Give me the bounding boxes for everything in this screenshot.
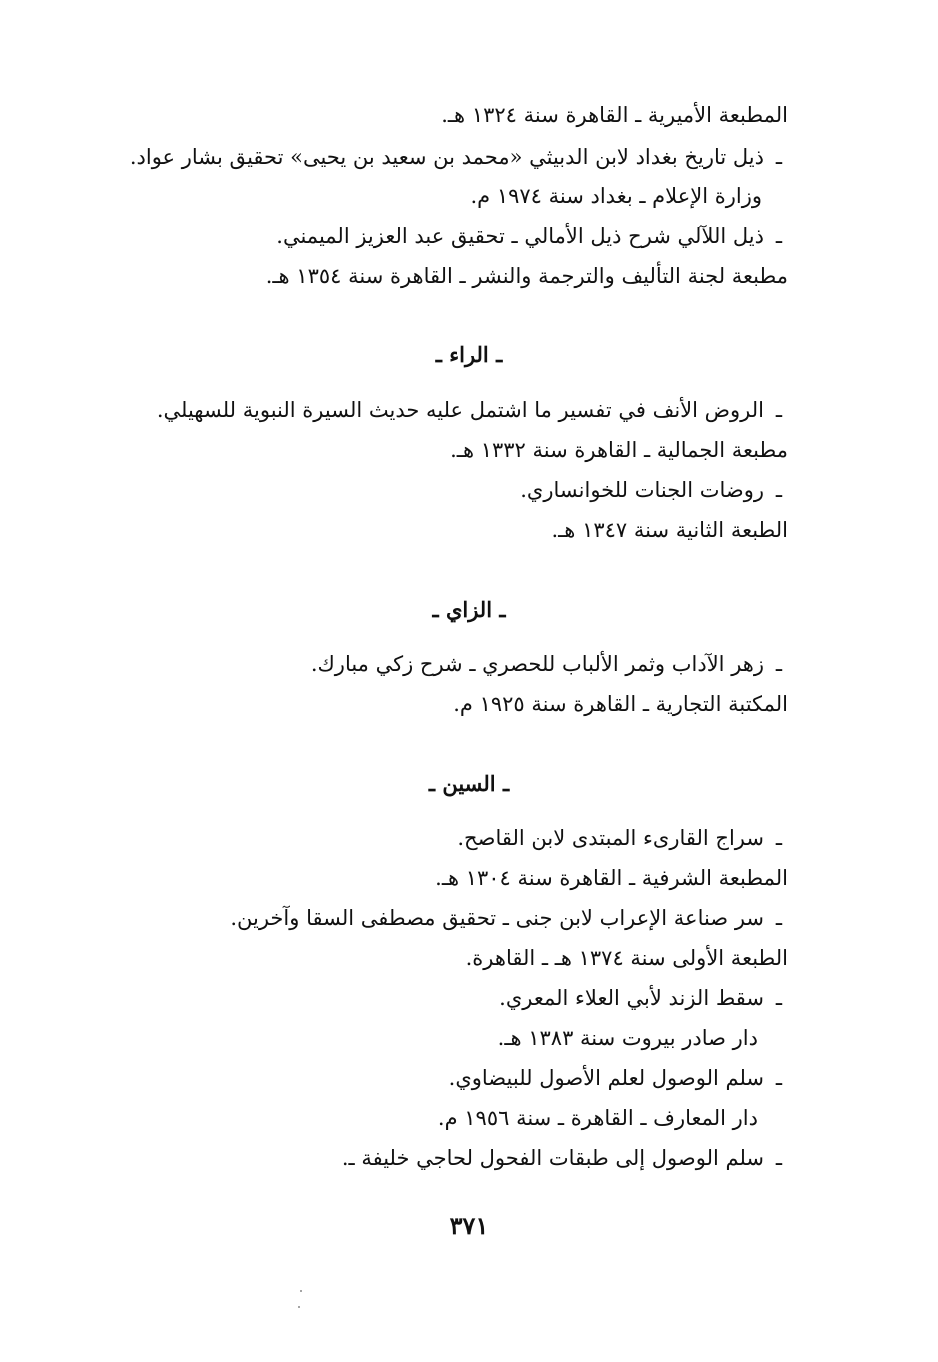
entry-dash: ـ <box>775 145 783 169</box>
entry-dash: ـ <box>775 906 783 930</box>
entry-dash: ـ <box>775 1066 783 1090</box>
section-heading: ـ الراء ـ <box>435 342 503 367</box>
entry-text: سراج القارىء المبتدى لابن القاصح. <box>457 826 764 850</box>
entry-dash: ـ <box>775 1146 783 1170</box>
bibliography-entry <box>130 1138 790 1178</box>
entry-text: الطبعة الثانية سنة ١٣٤٧ هـ. <box>551 518 788 542</box>
bibliography-entry <box>130 470 790 510</box>
entry-publisher-line <box>130 858 788 898</box>
entry-dash: ـ <box>775 826 783 850</box>
entry-text: المطبعة الشرفية ـ القاهرة سنة ١٣٠٤ هـ. <box>435 866 788 890</box>
entry-text: وزارة الإعلام ـ بغداد سنة ١٩٧٤ م. <box>470 184 762 208</box>
entry-publisher-line <box>130 176 762 216</box>
bibliography-entry <box>130 390 790 430</box>
entry-text: سقط الزند لأبي العلاء المعري. <box>499 986 764 1010</box>
entry-dash: ـ <box>775 652 783 676</box>
entry-text: روضات الجنات للخوانساري. <box>520 478 764 502</box>
entry-text: سلم الوصول إلى طبقات الفحول لحاجي خليفة ـ. <box>341 1146 764 1170</box>
entry-text: ذيل اللآلي شرح ذيل الأمالي ـ تحقيق عبد العزيز الميمني. <box>276 224 764 248</box>
entry-text: المكتبة التجارية ـ القاهرة سنة ١٩٢٥ م. <box>453 692 788 716</box>
entry-text: سر صناعة الإعراب لابن جنى ـ تحقيق مصطفى السقا وآخرين. <box>230 906 764 930</box>
entry-text: مطبعة لجنة التأليف والترجمة والنشر ـ القاهرة سنة ١٣٥٤ هـ. <box>265 264 788 288</box>
entry-text: ذيل تاريخ بغداد لابن الدبيثي «محمد بن سعيد بن يحيى» تحقيق بشار عواد. <box>129 145 764 169</box>
section-heading: ـ السين ـ <box>428 771 510 796</box>
entry-dash: ـ <box>775 224 783 248</box>
bibliography-entry <box>130 1058 790 1098</box>
entry-publisher-line <box>130 1098 758 1138</box>
bibliography-entry <box>130 644 790 684</box>
page-number: ٣٧١ <box>449 1211 489 1240</box>
entry-publisher-line <box>130 430 788 470</box>
entry-publisher-line <box>130 95 788 135</box>
bibliography-entry <box>130 137 790 177</box>
entry-text: سلم الوصول لعلم الأصول للبيضاوي. <box>448 1066 764 1090</box>
entry-dash: ـ <box>775 478 783 502</box>
entry-publisher-line <box>130 684 788 724</box>
entry-text: المطبعة الأميرية ـ القاهرة سنة ١٣٢٤ هـ. <box>441 103 788 127</box>
entry-text: زهر الآداب وثمر الألباب للحصري ـ شرح زكي مبارك. <box>310 652 764 676</box>
entry-text: دار المعارف ـ القاهرة ـ سنة ١٩٥٦ م. <box>437 1106 758 1130</box>
entry-text: الطبعة الأولى سنة ١٣٧٤ هـ ـ القاهرة. <box>465 946 788 970</box>
entry-publisher-line <box>130 1018 758 1058</box>
entry-text: الروض الأنف في تفسير ما اشتمل عليه حديث السيرة النبوية للسهيلي. <box>156 398 764 422</box>
bibliography-entry <box>130 898 790 938</box>
section-heading: ـ الزاي ـ <box>432 597 506 622</box>
scan-speck <box>300 1290 302 1292</box>
bibliography-entry <box>130 978 790 1018</box>
entry-publisher-line <box>130 510 788 550</box>
entry-publisher-line <box>130 938 788 978</box>
entry-dash: ـ <box>775 986 783 1010</box>
entry-text: مطبعة الجمالية ـ القاهرة سنة ١٣٣٢ هـ. <box>450 438 788 462</box>
entry-publisher-line <box>130 256 788 296</box>
scan-speck <box>298 1306 300 1308</box>
entry-dash: ـ <box>775 398 783 422</box>
bibliography-entry <box>130 818 790 858</box>
entry-text: دار صادر بيروت سنة ١٣٨٣ هـ. <box>497 1026 758 1050</box>
bibliography-entry <box>130 216 790 256</box>
